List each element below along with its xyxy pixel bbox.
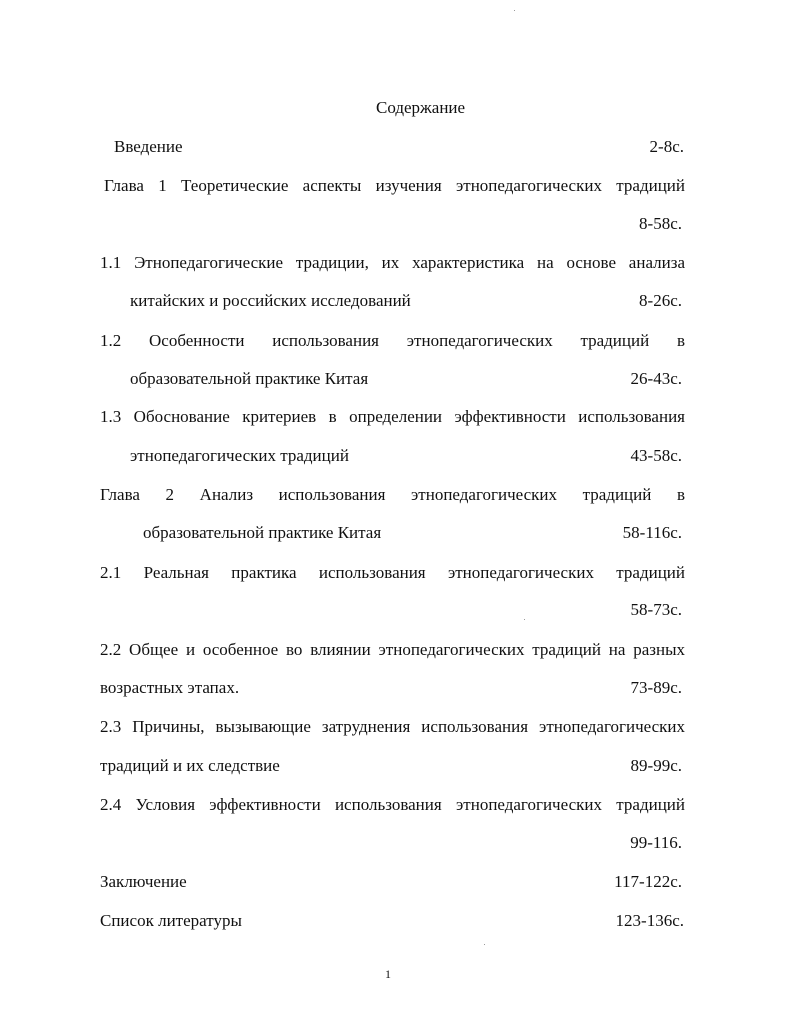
toc-entry-text: Заключение xyxy=(100,872,187,891)
toc-entry-page: 8-26с. xyxy=(639,291,682,310)
toc-entry-page: 43-58с. xyxy=(630,446,682,465)
toc-entry-text-line-1: Глава 2 Анализ использования этнопедагогических традиций в xyxy=(100,485,685,504)
toc-entry-page: 89-99с. xyxy=(630,756,682,775)
toc-entry-page: 123-136с. xyxy=(615,911,684,930)
toc-entry-text-line-1: 1.3 Обоснование критериев в определении эффективности использования xyxy=(100,407,685,426)
toc-entry-page: 26-43с. xyxy=(630,369,682,388)
toc-entry-text-line-2: этнопедагогических традиций xyxy=(130,446,349,465)
scan-speck xyxy=(484,944,485,945)
toc-entry-page: 99-116. xyxy=(630,833,682,852)
scan-speck xyxy=(524,619,525,620)
toc-title: Содержание xyxy=(376,98,466,117)
toc-entry-text: Список литературы xyxy=(100,911,242,930)
toc-entry-page: 2-8с. xyxy=(649,137,684,156)
toc-entry-text: Введение xyxy=(114,137,183,156)
scan-speck xyxy=(514,10,515,11)
toc-entry-page: 8-58с. xyxy=(639,214,682,233)
toc-entry-text-line-1: 1.2 Особенности использования этнопедагогических традиций в xyxy=(100,331,685,350)
page-number: 1 xyxy=(385,967,391,981)
toc-entry-page: 58-116с. xyxy=(622,523,682,542)
toc-entry-text-line-1: 2.3 Причины, вызывающие затруднения использования этнопедагогических xyxy=(100,717,685,736)
toc-entry-text: Глава 1 Теоретические аспекты изучения этнопедагогических традиций xyxy=(104,176,685,195)
toc-entry-text-line-1: 2.2 Общее и особенное во влиянии этнопедагогических традиций на разных xyxy=(100,640,685,659)
toc-entry-text: 2.4 Условия эффективности использования этнопедагогических традиций xyxy=(100,795,685,814)
toc-entry-text-line-2: возрастных этапах. xyxy=(100,678,240,697)
toc-entry-text-line-2: китайских и российских исследований xyxy=(130,291,411,310)
toc-entry-text: 2.1 Реальная практика использования этнопедагогических традиций xyxy=(100,563,685,582)
toc-entry-text-line-2: традиций и их следствие xyxy=(100,756,280,775)
toc-entry-page: 117-122с. xyxy=(614,872,682,891)
toc-entry-text-line-1: 1.1 Этнопедагогические традиции, их характеристика на основе анализа xyxy=(100,253,685,272)
toc-entry-page: 58-73с. xyxy=(630,600,682,619)
toc-entry-text-line-2: образовательной практике Китая xyxy=(143,523,382,542)
toc-entry-text-line-2: образовательной практике Китая xyxy=(130,369,369,388)
toc-entry-page: 73-89с. xyxy=(630,678,682,697)
